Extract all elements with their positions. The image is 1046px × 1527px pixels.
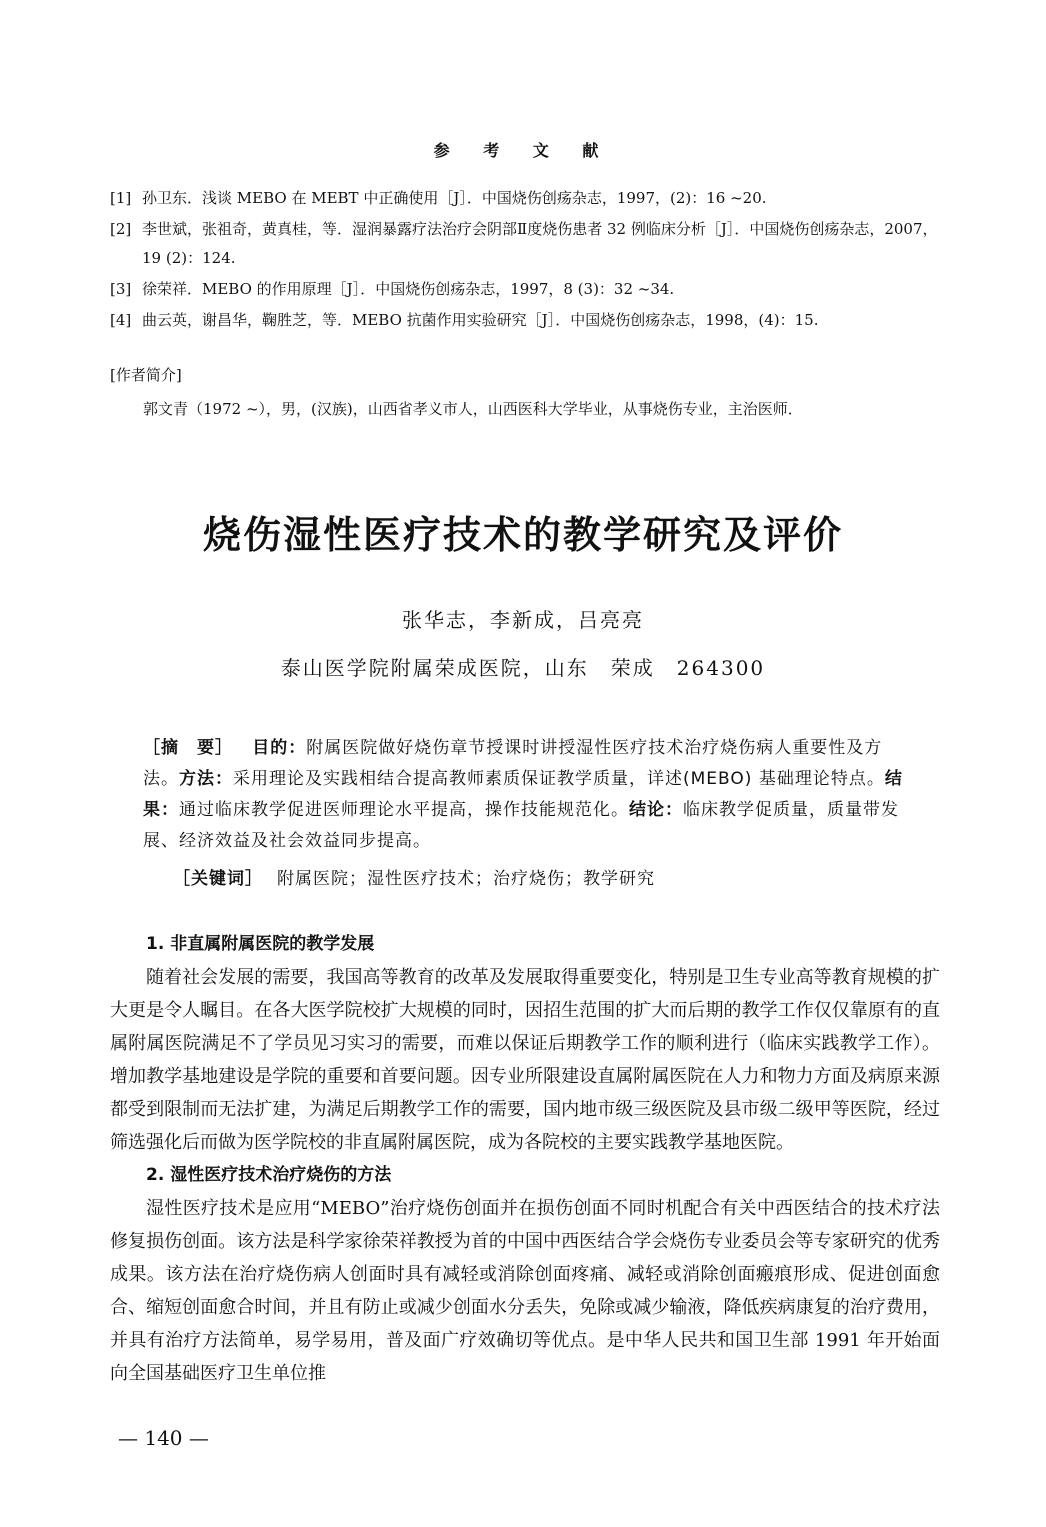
reference-text: 曲云英，谢昌华，鞠胜芝，等．MEBO 抗菌作用实验研究［J］．中国烧伤创疡杂志，1998，(4)：15. (142, 311, 819, 329)
abstract-part-label: 目的： (252, 738, 307, 758)
reference-list (110, 184, 940, 337)
reference-number: [2] (110, 220, 132, 238)
section-paragraph: 湿性医疗技术是应用“MEBO”治疗烧伤创面并在损伤创面不同时机配合有关中西医结合的技术疗法修复损伤创面。该方法是科学家徐荣祥教授为首的中国中西医结合学会烧伤专业委员会等专家研究的优秀成果。该方法在治疗烧伤病人创面时具有减轻或消除创面疼痛、减轻或消除创面瘢痕形成、促进创面愈合、缩短创面愈合时间，并且有防止或减少创面水分丢失，免除或减少输液，降低疾病康复的治疗费用，并具有治疗方法简单，易学易用，普及面广疗效确切等优点。是中华人民共和国卫生部 1991 年开始面向全国基础医疗卫生单位推 (110, 1198, 940, 1384)
section-heading: 1. 非直属附属医院的教学发展 (146, 934, 375, 954)
reference-number: [1] (110, 189, 132, 207)
references-heading: 参 考 文 献 (433, 141, 613, 160)
abstract-part-label: 结果： (143, 769, 903, 820)
article-authors: 张华志，李新成，吕亮亮 (402, 608, 644, 632)
reference-text: 孙卫东．浅谈 MEBO 在 MEBT 中正确使用［J］．中国烧伤创疡杂志，1997，(2)：16 ~20. (142, 189, 767, 207)
article-body (110, 928, 940, 1390)
abstract-part-text: 采用理论及实践相结合提高教师素质保证教学质量，详述(MEBO) 基础理论特点。 (233, 769, 885, 789)
reference-item (110, 306, 940, 335)
keywords (173, 864, 655, 889)
abstract-part-text: 临床教学促质量，质量带发展、经济效益及社会效益同步提高。 (143, 800, 899, 851)
abstract-part-text: 通过临床教学促进医师理论水平提高，操作技能规范化。 (179, 800, 629, 820)
reference-text: 徐荣祥．MEBO 的作用原理［J］．中国烧伤创疡杂志，1997，8 (3)：32 ~34. (142, 280, 675, 298)
reference-item (110, 184, 940, 213)
article-title: 烧伤湿性医疗技术的教学研究及评价 (202, 513, 843, 557)
reference-number: [3] (110, 280, 132, 298)
section-paragraph: 随着社会发展的需要，我国高等教育的改革及发展取得重要变化，特别是卫生专业高等教育规模的扩大更是令人瞩目。在各大医学院校扩大规模的同时，因招生范围的扩大而后期的教学工作仅仅靠原有的直属附属医院满足不了学员见习实习的需要，而难以保证后期教学工作的顺利进行（临床实践教学工作）。增加教学基地建设是学院的重要和首要问题。因专业所限建设直属附属医院在人力和物力方面及病原来源都受到限制而无法扩建，为满足后期教学工作的需要，国内地市级三级医院及县市级二级甲等医院，经过筛选强化后而做为医学院校的非直属附属医院，成为各院校的主要实践教学基地医院。 (110, 967, 940, 1153)
section-heading: 2. 湿性医疗技术治疗烧伤的方法 (146, 1165, 392, 1185)
reference-text: 李世斌，张祖奇，黄真桂，等．湿润暴露疗法治疗会阴部Ⅱ度烧伤患者 32 例临床分析［J］．中国烧伤创疡杂志，2007，19 (2)：124. (142, 220, 938, 267)
abstract-part-label: 结论： (629, 800, 683, 820)
abstract-part-text: 附属医院做好烧伤章节授课时讲授湿性医疗技术治疗烧伤病人重要性及方法。 (143, 738, 883, 789)
author-bio-heading: [作者简介] (110, 366, 182, 384)
reference-number: [4] (110, 311, 132, 329)
reference-item (110, 275, 940, 304)
author-bio-text: 郭文青（1972 ~），男，(汉族)，山西省孝义市人，山西医科大学毕业，从事烧伤专业，主治医师． (143, 400, 803, 418)
page-number: — 140 — (118, 1426, 209, 1450)
keywords-label: ［关键词］ (173, 869, 263, 889)
abstract (143, 733, 903, 857)
reference-item (110, 215, 940, 273)
abstract-label: ［摘 要］ (143, 738, 233, 758)
keywords-text: 附属医院；湿性医疗技术；治疗烧伤；教学研究 (277, 869, 655, 889)
abstract-part-label: 方法： (179, 769, 233, 789)
article-affiliation: 泰山医学院附属荣成医院，山东 荣成 264300 (280, 656, 766, 680)
